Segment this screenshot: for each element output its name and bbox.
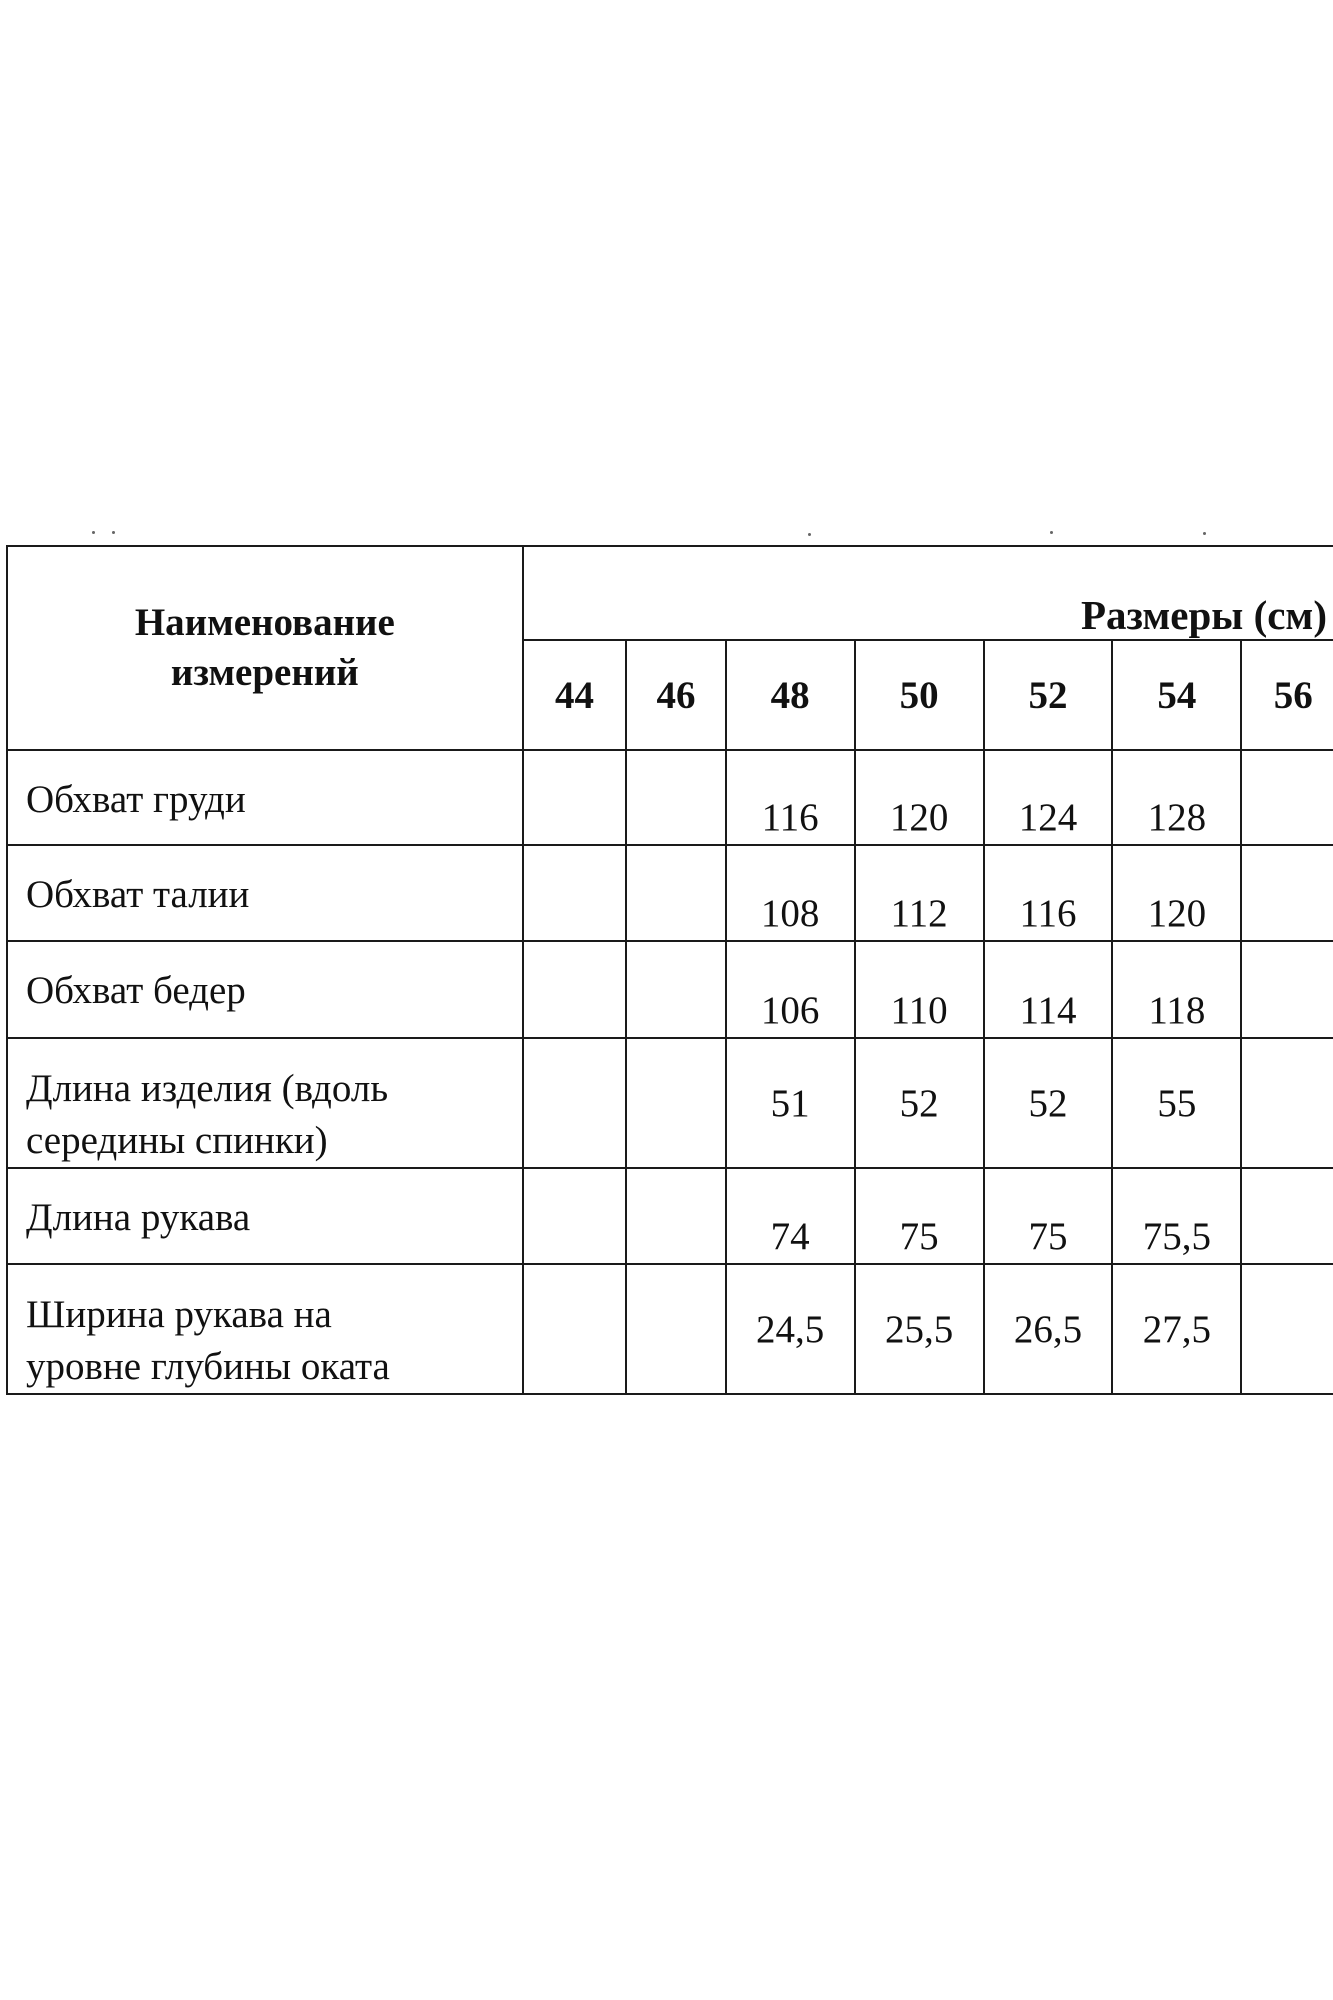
sizes-caption: Размеры (см) — [523, 546, 1333, 640]
table-row — [7, 750, 1333, 845]
table-cell: 108 — [726, 845, 855, 941]
scan-artifacts — [0, 530, 1333, 538]
table-row — [7, 1264, 1333, 1394]
table-cell — [626, 1038, 725, 1168]
table-cell: 106 — [726, 941, 855, 1038]
table-cell: 74 — [726, 1168, 855, 1264]
scan-dot — [1050, 531, 1053, 534]
table-cell: 116 — [726, 750, 855, 845]
row-label — [7, 1038, 523, 1168]
table-cell: 124 — [984, 750, 1113, 845]
header-line-2: измерений — [170, 651, 359, 694]
size-56: 56 — [1241, 640, 1333, 750]
table-cell: 26,5 — [984, 1264, 1113, 1394]
table-cell: 110 — [855, 941, 984, 1038]
table-row — [7, 845, 1333, 941]
row-label — [7, 750, 523, 845]
row-label-line: Длина рукава — [26, 1196, 251, 1239]
table-cell: 114 — [984, 941, 1113, 1038]
size-48: 48 — [726, 640, 855, 750]
table-cell: 120 — [855, 750, 984, 845]
table-cell: 52 — [984, 1038, 1113, 1168]
size-54: 54 — [1112, 640, 1241, 750]
table-cell: 112 — [855, 845, 984, 941]
table-cell: 25,5 — [855, 1264, 984, 1394]
table-cell — [1241, 941, 1333, 1038]
table-cell: 24,5 — [726, 1264, 855, 1394]
row-label-line: Длина изделия (вдоль — [26, 1067, 389, 1110]
table-cell: 51 — [726, 1038, 855, 1168]
size-52: 52 — [984, 640, 1113, 750]
size-50: 50 — [855, 640, 984, 750]
scan-dot — [808, 533, 811, 536]
table-cell — [626, 750, 725, 845]
table-cell — [523, 1264, 627, 1394]
table-cell: 118 — [1112, 941, 1241, 1038]
row-label — [7, 1168, 523, 1264]
scan-dot — [112, 531, 115, 534]
row-label — [7, 1264, 523, 1394]
table-cell — [1241, 1168, 1333, 1264]
table-cell: 120 — [1112, 845, 1241, 941]
table-cell — [523, 1168, 627, 1264]
row-label — [7, 845, 523, 941]
table-cell: 55 — [1112, 1038, 1241, 1168]
table-row — [7, 1038, 1333, 1168]
measurement-name-header — [7, 546, 523, 750]
table-cell: 116 — [984, 845, 1113, 941]
table-cell — [1241, 750, 1333, 845]
header-line-1: Наименование — [134, 601, 395, 644]
table-cell: 128 — [1112, 750, 1241, 845]
table-cell — [1241, 845, 1333, 941]
scan-dot — [92, 531, 95, 534]
row-label-line: середины спинки) — [26, 1119, 328, 1162]
size-46: 46 — [626, 640, 725, 750]
table-cell — [523, 750, 627, 845]
scan-dot — [1203, 532, 1206, 535]
table-cell — [626, 941, 725, 1038]
table-cell — [1241, 1038, 1333, 1168]
table-cell — [1241, 1264, 1333, 1394]
table-cell — [523, 845, 627, 941]
table-cell: 75 — [855, 1168, 984, 1264]
table-cell: 75,5 — [1112, 1168, 1241, 1264]
table-cell — [523, 1038, 627, 1168]
row-label-line: Обхват груди — [26, 778, 246, 821]
table-row — [7, 1168, 1333, 1264]
table-row — [7, 941, 1333, 1038]
table-cell: 52 — [855, 1038, 984, 1168]
table-cell — [626, 1264, 725, 1394]
table-cell — [626, 845, 725, 941]
row-label-line: Обхват талии — [26, 873, 250, 916]
row-label — [7, 941, 523, 1038]
table-cell: 27,5 — [1112, 1264, 1241, 1394]
table-cell — [523, 941, 627, 1038]
table-cell — [626, 1168, 725, 1264]
row-label-line: Ширина рукава на — [26, 1293, 332, 1336]
row-label-line: Обхват бедер — [26, 969, 246, 1012]
table-cell: 75 — [984, 1168, 1113, 1264]
size-44: 44 — [523, 640, 627, 750]
size-chart-table — [6, 545, 1333, 1395]
row-label-line: уровне глубины оката — [26, 1345, 390, 1388]
